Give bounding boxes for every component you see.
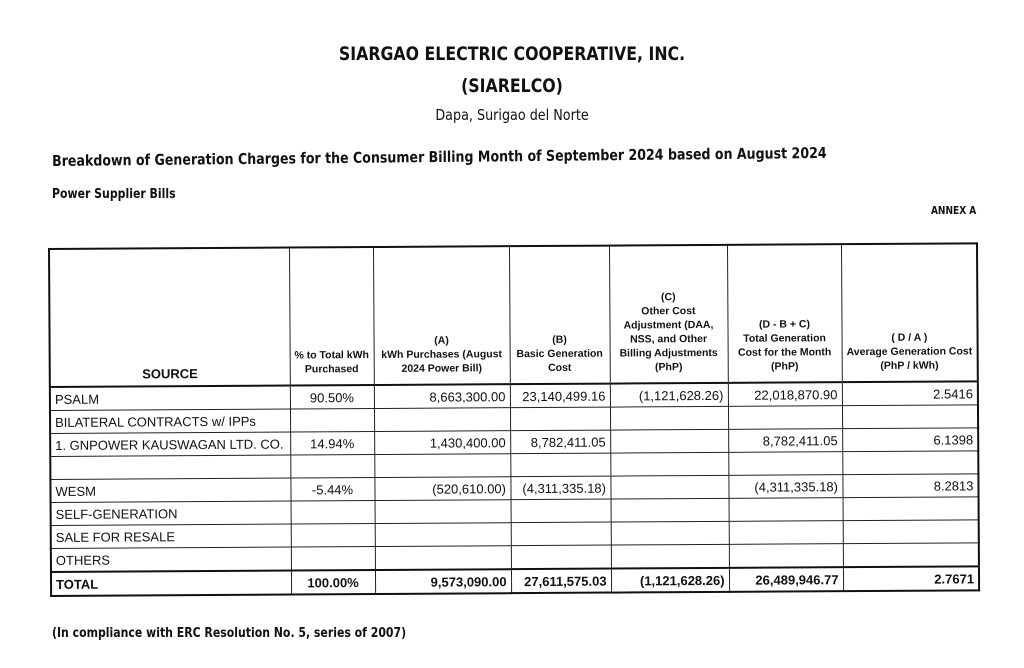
column-tag-c: (C) <box>660 291 676 304</box>
cell-basic-cost: (4,311,335.18) <box>510 476 610 500</box>
cell-source <box>50 455 290 479</box>
cell-other-cost <box>611 498 729 522</box>
cell-average-cost <box>842 405 978 429</box>
cell-total-cost: 22,018,870.90 <box>728 382 842 406</box>
column-header-source: SOURCE <box>49 248 290 387</box>
table-header-row <box>49 243 978 387</box>
cell-average-cost <box>843 543 979 567</box>
cell-percent <box>290 455 374 479</box>
cell-average-cost: 2.5416 <box>842 381 978 405</box>
cell-kwh: (520,610.00) <box>374 477 510 501</box>
cell-basic-cost: 8,782,411.05 <box>510 430 610 454</box>
column-header-percent: % to Total kWh Purchased <box>289 247 374 386</box>
generation-charges-table <box>48 242 980 597</box>
cell-other-cost <box>611 544 729 568</box>
column-tag-a: (A) <box>434 334 449 347</box>
cell-other-cost <box>610 452 728 476</box>
total-other-cost: (1,121,628.26) <box>611 568 729 593</box>
column-header-kwh <box>373 246 510 385</box>
document-title-continued: Power Supplier Bills <box>52 187 176 202</box>
cell-kwh <box>374 408 510 432</box>
organization-name: SIARGAO ELECTRIC COOPERATIVE, INC. <box>338 43 686 65</box>
cell-basic-cost <box>510 407 610 431</box>
cell-average-cost <box>843 497 979 521</box>
cell-percent <box>290 409 374 433</box>
column-header-average-cost <box>841 243 978 382</box>
total-percent: 100.00% <box>291 570 375 595</box>
cell-source: SELF-GENERATION <box>51 501 291 525</box>
total-label: TOTAL <box>51 571 291 596</box>
cell-kwh: 8,663,300.00 <box>374 384 510 408</box>
cell-percent: 90.50% <box>290 385 374 409</box>
column-label-e: Average Generation Cost (PhP / kWh) <box>846 345 973 372</box>
cell-percent <box>291 524 375 548</box>
column-label-b: Basic Generation Cost <box>516 347 603 374</box>
cell-source: OTHERS <box>51 547 291 572</box>
cell-percent: 14.94% <box>290 432 374 456</box>
cell-kwh <box>374 454 510 478</box>
column-header-other-cost <box>609 245 728 384</box>
cell-source: WESM <box>50 478 290 502</box>
total-total-cost: 26,489,946.77 <box>729 567 843 592</box>
cell-basic-cost <box>511 545 611 569</box>
column-tag-e: ( D / A ) <box>891 331 928 344</box>
cell-source: 1. GNPOWER KAUSWAGAN LTD. CO. <box>50 432 290 456</box>
cell-other-cost <box>611 521 729 545</box>
annex-label: ANNEX A <box>930 204 976 217</box>
cell-other-cost <box>610 406 728 430</box>
cell-other-cost <box>610 475 728 499</box>
cell-average-cost <box>843 520 979 544</box>
organization-address: Dapa, Surigao del Norte <box>435 106 589 124</box>
column-tag-d: (D - B + C) <box>758 318 811 331</box>
cell-average-cost <box>842 451 978 475</box>
cell-basic-cost <box>511 499 611 523</box>
cell-basic-cost <box>510 453 610 477</box>
column-label-d: Total Generation Cost for the Month (PhP) <box>737 332 832 373</box>
organization-short-name: (SIARELCO) <box>461 75 563 97</box>
cell-source: BILATERAL CONTRACTS w/ IPPs <box>50 409 290 433</box>
total-kwh: 9,573,090.00 <box>375 569 511 594</box>
table-total-row <box>51 566 979 596</box>
cell-percent <box>291 547 375 571</box>
cell-kwh <box>375 546 511 570</box>
cell-total-cost <box>729 521 843 545</box>
cell-kwh: 1,430,400.00 <box>374 431 510 455</box>
column-header-basic-cost <box>509 246 610 385</box>
cell-source: PSALM <box>50 386 290 411</box>
cell-total-cost <box>728 452 842 476</box>
cell-source: SALE FOR RESALE <box>51 524 291 548</box>
compliance-footnote: (In compliance with ERC Resolution No. 5, series of 2007) <box>52 626 407 641</box>
column-label-c: Other Cost Adjustment (DAA, NSS, and Other Billing Adjustments (PhP) <box>619 305 718 374</box>
column-label-a: kWh Purchases (August 2024 Power Bill) <box>381 348 503 375</box>
cell-total-cost <box>729 544 843 568</box>
column-tag-b: (B) <box>552 333 567 346</box>
cell-percent <box>291 501 375 525</box>
cell-total-cost: 8,782,411.05 <box>728 429 842 453</box>
cell-basic-cost <box>511 522 611 546</box>
cell-kwh <box>375 523 511 547</box>
cell-other-cost: (1,121,628.26) <box>610 383 728 407</box>
cell-basic-cost: 23,140,499.16 <box>510 384 610 408</box>
cell-kwh <box>375 500 511 524</box>
cell-total-cost <box>729 498 843 522</box>
cell-average-cost: 8.2813 <box>842 474 978 498</box>
cell-average-cost: 6.1398 <box>842 428 978 452</box>
total-basic-cost: 27,611,575.03 <box>511 569 611 594</box>
total-average-cost: 2.7671 <box>843 566 979 591</box>
cell-percent: -5.44% <box>290 478 374 502</box>
column-header-total-cost <box>727 244 842 383</box>
cell-total-cost: (4,311,335.18) <box>728 475 842 499</box>
cell-total-cost <box>728 406 842 430</box>
cell-other-cost <box>610 429 728 453</box>
document-title: Breakdown of Generation Charges for the Consumer Billing Month of September 2024 based on August 2024 <box>52 143 827 170</box>
